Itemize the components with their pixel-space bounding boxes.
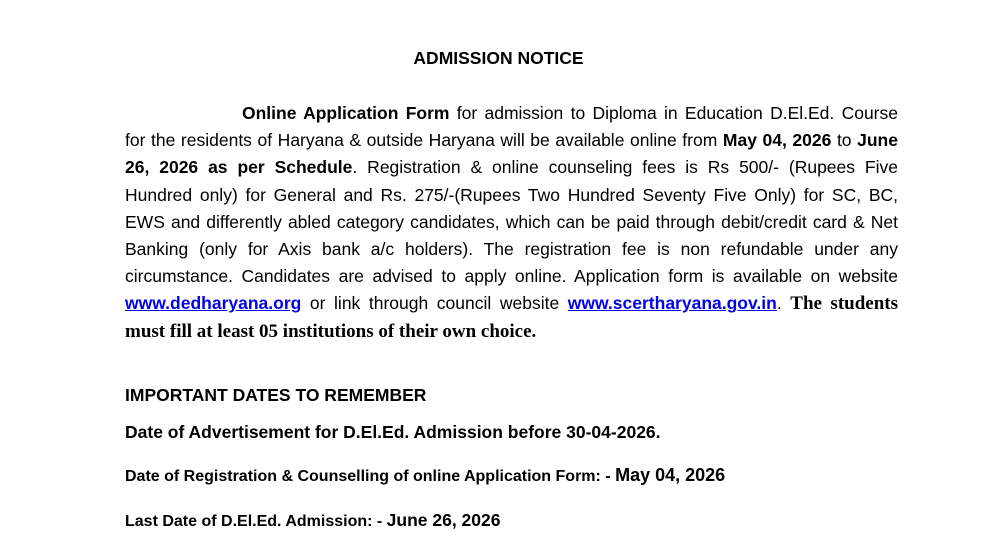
last-date-label: Last Date of D.El.Ed. Admission: - xyxy=(125,513,387,530)
registration-date-value: May 04, 2026 xyxy=(615,465,726,485)
paragraph-text-3: . Registration & online counseling fees is Rs 500/- (Rupees Five Hundred only) for General and Rs. 275/-(Rupees Two Hundred Seventy Five Only) for SC, BC, EWS and differently abled category candidates, which can be paid through debit/credit card & Net Banking (only for Axis bank a/c holders). The registration fee is non refundable under any circumstance. Candidates are advised to apply online. Application form is available on website xyxy=(125,157,898,287)
paragraph-text-4: or link through council website xyxy=(301,293,568,314)
important-dates-heading: IMPORTANT DATES TO REMEMBER xyxy=(125,385,427,405)
paragraph-text-5: . xyxy=(776,293,791,314)
paragraph-text-2: to xyxy=(831,130,858,151)
registration-date-line xyxy=(125,465,725,486)
end-date: June 26, 2026 as per Schedule xyxy=(125,130,898,178)
lead-bold-text: Online Application Form xyxy=(242,103,450,123)
dedharyana-link[interactable]: www.dedharyana.org xyxy=(125,293,302,314)
advertisement-date: Date of Advertisement for D.El.Ed. Admission before 30-04-2026. xyxy=(125,422,661,442)
last-date-line xyxy=(125,510,500,531)
scertharyana-link[interactable]: www.scertharyana.gov.in xyxy=(567,293,777,314)
registration-date-label: Date of Registration & Counselling of online Application Form: - xyxy=(125,468,616,485)
last-date-value: June 26, 2026 xyxy=(386,510,501,530)
institutions-requirement: The students must fill at least 05 institutions of their own choice. xyxy=(125,293,899,342)
start-date: May 04, 2026 xyxy=(722,130,832,151)
paragraph-text-1: for admission to Diploma in Education D.El.Ed. Course for the residents of Haryana & outside Haryana will be available online from xyxy=(125,103,898,151)
notice-title: ADMISSION NOTICE xyxy=(413,48,584,68)
notice-paragraph xyxy=(125,100,898,345)
